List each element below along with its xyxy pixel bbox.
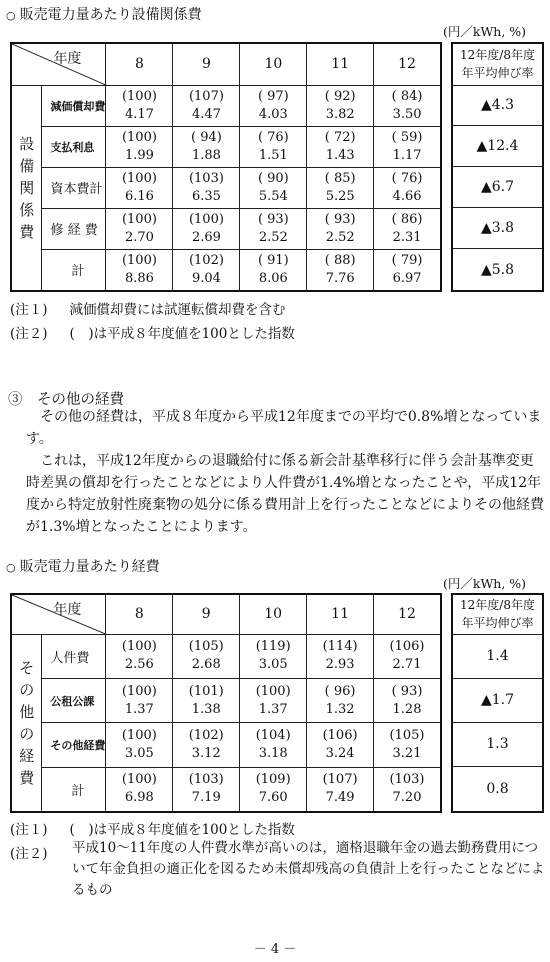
growth-row <box>452 85 543 126</box>
category-char: 備 <box>19 156 35 175</box>
page-number: － 4 － <box>253 942 297 957</box>
growth-row <box>452 634 543 678</box>
data-cell <box>106 249 173 291</box>
table1-growth <box>451 42 544 292</box>
data-cell <box>307 126 374 167</box>
section3-paragraph-1: その他の経費は，平成８年度から平成12年度までの平均で0.8%増となっています。 <box>26 409 542 447</box>
growth-header <box>452 43 543 85</box>
category-char: 設 <box>19 134 35 153</box>
value: 3.21 <box>392 745 422 761</box>
year-header: 10 <box>240 43 307 85</box>
table-row <box>11 723 441 767</box>
data-cell <box>106 634 173 678</box>
table2-unit: (円／kWh, %) <box>443 576 527 591</box>
data-cell <box>173 723 240 767</box>
table-row <box>11 167 441 208</box>
index-value: (106) <box>389 639 425 655</box>
value: 1.99 <box>124 147 154 163</box>
data-cell <box>374 126 441 167</box>
growth-row <box>452 167 543 208</box>
index-value: ( 59) <box>391 129 423 145</box>
index-value: (100) <box>121 129 157 145</box>
category-char: 費 <box>19 768 35 787</box>
index-value: (105) <box>188 639 224 655</box>
row-label-text: 修 経 費 <box>50 223 98 239</box>
data-cell <box>240 85 307 126</box>
table-row <box>11 249 441 291</box>
value: 4.66 <box>392 188 422 204</box>
index-value: ( 76) <box>391 170 423 186</box>
value: 2.31 <box>392 229 422 245</box>
index-value: ( 88) <box>324 252 356 268</box>
value: 7.60 <box>258 790 288 806</box>
year-header: 11 <box>307 594 374 634</box>
row-label <box>42 678 106 722</box>
data-cell <box>173 249 240 291</box>
category-char: 関 <box>19 178 35 197</box>
index-value: (119) <box>255 639 291 655</box>
data-cell <box>240 723 307 767</box>
category-char: の <box>19 680 35 699</box>
index-value: (100) <box>121 639 157 655</box>
row-label <box>42 167 106 208</box>
index-value: (104) <box>255 727 291 743</box>
table2-note-2: (注２) <box>10 846 48 862</box>
corner-label: 年度 <box>53 51 82 67</box>
value: 6.98 <box>124 790 154 806</box>
table-row <box>11 634 441 678</box>
row-label-text: 計 <box>71 783 85 799</box>
value: 2.68 <box>191 657 221 673</box>
value: 3.12 <box>191 745 221 761</box>
data-cell <box>173 167 240 208</box>
row-label-text: 公租公課 <box>50 694 95 708</box>
value: 2.71 <box>392 657 422 673</box>
growth-row <box>452 767 543 812</box>
data-cell <box>106 85 173 126</box>
data-cell <box>307 634 374 678</box>
data-cell <box>374 634 441 678</box>
row-label <box>42 85 106 126</box>
index-value: (103) <box>389 772 425 788</box>
data-cell <box>307 678 374 722</box>
index-value: ( 72) <box>324 129 356 145</box>
index-value: (100) <box>121 170 157 186</box>
row-label <box>42 767 106 812</box>
value: 3.82 <box>325 106 355 122</box>
data-cell <box>307 723 374 767</box>
index-value: (103) <box>188 170 224 186</box>
category-char: 費 <box>19 222 35 241</box>
growth-value: ▲5.8 <box>452 249 543 291</box>
header-row <box>11 43 441 85</box>
year-header: 10 <box>240 594 307 634</box>
growth-header-row <box>452 43 543 85</box>
year-header: 12 <box>374 43 441 85</box>
value: 1.17 <box>392 147 422 163</box>
value: 6.16 <box>124 188 154 204</box>
index-value: ( 91) <box>257 252 289 268</box>
row-label <box>42 634 106 678</box>
index-value: ( 92) <box>324 88 356 104</box>
data-cell <box>374 678 441 722</box>
data-cell <box>173 634 240 678</box>
index-value: ( 93) <box>257 211 289 227</box>
category-char: 経 <box>19 746 35 765</box>
header-row <box>11 594 441 634</box>
value: 2.93 <box>325 657 355 673</box>
data-cell <box>106 723 173 767</box>
index-value: (107) <box>322 772 358 788</box>
index-value: ( 93) <box>324 211 356 227</box>
value: 3.05 <box>124 745 154 761</box>
value: 5.54 <box>258 188 288 204</box>
year-header: 11 <box>307 43 374 85</box>
index-value: (106) <box>322 727 358 743</box>
data-cell <box>240 634 307 678</box>
value: 7.19 <box>191 790 221 806</box>
data-cell <box>106 678 173 722</box>
value: 2.70 <box>124 229 154 245</box>
index-value: (103) <box>188 772 224 788</box>
table-row <box>11 126 441 167</box>
index-value: (100) <box>121 211 157 227</box>
value: 1.88 <box>191 147 221 163</box>
value: 3.05 <box>258 657 288 673</box>
data-cell <box>173 126 240 167</box>
index-value: (100) <box>255 683 291 699</box>
growth-value: 1.4 <box>452 634 543 678</box>
data-cell <box>240 126 307 167</box>
data-cell <box>374 249 441 291</box>
value: 6.97 <box>392 270 422 286</box>
data-cell <box>106 167 173 208</box>
index-value: ( 96) <box>324 683 356 699</box>
table2-growth <box>451 593 544 813</box>
value: 1.37 <box>258 701 288 717</box>
value: 4.17 <box>124 106 154 122</box>
growth-value: ▲6.7 <box>452 167 543 208</box>
data-cell <box>374 767 441 812</box>
index-value: (114) <box>322 639 358 655</box>
value: 1.43 <box>325 147 355 163</box>
index-value: (100) <box>121 252 157 268</box>
index-value: ( 86) <box>391 211 423 227</box>
data-cell <box>307 767 374 812</box>
data-cell <box>307 208 374 249</box>
row-label <box>42 126 106 167</box>
value: 1.37 <box>124 701 154 717</box>
value: 7.76 <box>325 270 355 286</box>
value: 5.25 <box>325 188 355 204</box>
data-cell <box>240 767 307 812</box>
index-value: (100) <box>121 727 157 743</box>
value: 1.32 <box>325 701 355 717</box>
data-cell <box>307 249 374 291</box>
value: 8.86 <box>124 270 154 286</box>
index-value: (100) <box>121 683 157 699</box>
index-value: ( 79) <box>391 252 423 268</box>
growth-row <box>452 249 543 291</box>
category-char: 係 <box>19 200 35 219</box>
data-cell <box>374 208 441 249</box>
growth-header <box>452 594 543 634</box>
index-value: ( 90) <box>257 170 289 186</box>
section3-heading: ③ その他の経費 <box>8 392 124 408</box>
table2 <box>10 593 442 813</box>
table2-note-1: (注１) ( )は平成８年度値を100とした指数 <box>10 822 295 838</box>
index-value: (100) <box>188 211 224 227</box>
growth-header-line: 12年度/8年度 <box>460 48 535 63</box>
growth-header-row <box>452 594 543 634</box>
value: 4.03 <box>258 106 288 122</box>
growth-row <box>452 208 543 249</box>
index-value: ( 94) <box>191 129 222 145</box>
value: 9.04 <box>191 270 221 286</box>
data-cell <box>240 208 307 249</box>
data-cell <box>106 126 173 167</box>
growth-row <box>452 126 543 167</box>
data-cell <box>106 208 173 249</box>
value: 1.51 <box>258 147 288 163</box>
data-cell <box>173 767 240 812</box>
year-header: 9 <box>173 594 240 634</box>
corner-cell <box>11 594 106 634</box>
growth-header-line: 年平均伸び率 <box>461 66 534 81</box>
category-label <box>11 85 42 291</box>
data-cell <box>307 85 374 126</box>
value: 6.35 <box>191 188 221 204</box>
index-value: (109) <box>255 772 291 788</box>
growth-value: ▲1.7 <box>452 678 543 722</box>
index-value: ( 76) <box>257 129 289 145</box>
value: 2.52 <box>258 229 288 245</box>
index-value: (105) <box>389 727 425 743</box>
table1-unit: (円／kWh, %) <box>443 24 527 39</box>
table-row <box>11 208 441 249</box>
year-header: 8 <box>106 43 173 85</box>
data-cell <box>240 249 307 291</box>
index-value: ( 97) <box>257 88 289 104</box>
year-header: 12 <box>374 594 441 634</box>
data-cell <box>240 167 307 208</box>
value: 4.47 <box>191 106 221 122</box>
growth-header-line: 12年度/8年度 <box>460 598 535 613</box>
row-label <box>42 208 106 249</box>
category-char: の <box>19 724 35 743</box>
growth-value: ▲12.4 <box>452 126 543 167</box>
growth-value: ▲3.8 <box>452 208 543 249</box>
growth-value: ▲4.3 <box>452 85 543 126</box>
table-row <box>11 767 441 812</box>
row-label-text: その他経費 <box>50 738 106 752</box>
row-label-text: 減価償却費 <box>50 99 106 113</box>
data-cell <box>374 85 441 126</box>
category-char: そ <box>19 658 35 677</box>
index-value: ( 84) <box>391 88 423 104</box>
index-value: (101) <box>188 683 224 699</box>
table-row <box>11 678 441 722</box>
growth-row <box>452 678 543 722</box>
value: 1.38 <box>191 701 221 717</box>
row-label-text: 人件費 <box>50 650 90 666</box>
row-label-text: 支払利息 <box>50 140 95 154</box>
table2-title: ○ 販売電力量あたり経費 <box>6 559 160 575</box>
table1-note-1: (注１) 減価償却費には試運転償却費を含む <box>10 302 286 318</box>
row-label <box>42 723 106 767</box>
value: 3.50 <box>392 106 422 122</box>
category-label <box>11 634 42 812</box>
data-cell <box>374 167 441 208</box>
data-cell <box>374 723 441 767</box>
index-value: ( 93) <box>391 683 423 699</box>
value: 7.20 <box>392 790 422 806</box>
year-header: 8 <box>106 594 173 634</box>
data-cell <box>173 208 240 249</box>
index-value: (100) <box>121 772 157 788</box>
growth-value: 1.3 <box>452 722 543 766</box>
value: 2.69 <box>191 229 221 245</box>
value: 2.52 <box>325 229 355 245</box>
table1-note-2: (注２) ( )は平成８年度値を100とした指数 <box>10 326 295 342</box>
index-value: (100) <box>121 88 157 104</box>
value: 7.49 <box>325 790 355 806</box>
value: 1.28 <box>392 701 422 717</box>
corner-label: 年度 <box>53 602 82 618</box>
value: 8.06 <box>258 270 288 286</box>
row-label <box>42 249 106 291</box>
data-cell <box>307 167 374 208</box>
table1 <box>10 42 442 292</box>
growth-header-line: 年平均伸び率 <box>461 616 534 631</box>
index-value: (102) <box>188 727 224 743</box>
growth-row <box>452 722 543 766</box>
data-cell <box>173 85 240 126</box>
data-cell <box>240 678 307 722</box>
index-value: ( 85) <box>324 170 356 186</box>
data-cell <box>173 678 240 722</box>
table-row <box>11 85 441 126</box>
growth-value: 0.8 <box>452 767 543 812</box>
table2-note-2-text: 平成10～11年度の人件費水準が高いのは，適格退職年金の過去勤務費用について年金負担の適正化を図るため未償却残高の負債計上を行ったことなどによるもの <box>72 840 545 898</box>
corner-cell <box>11 43 106 85</box>
value: 3.18 <box>258 745 288 761</box>
value: 3.24 <box>325 745 355 761</box>
data-cell <box>106 767 173 812</box>
year-header: 9 <box>173 43 240 85</box>
category-char: 他 <box>19 702 35 721</box>
row-label-text: 計 <box>71 264 85 280</box>
section3-paragraph-2: これは，平成12年度からの退職給付に係る新会計基準移行に伴う会計基準変更時差異の償却を行ったことなどにより人件費が1.4%増となったことや，平成12年度から特定放射性廃棄物の処分に係る費用計上を行ったことなどによりその他経費が1.3%増となったことによります。 <box>26 453 544 535</box>
value: 2.56 <box>124 657 154 673</box>
table1-title: ○ 販売電力量あたり設備関係費 <box>6 7 202 23</box>
index-value: (107) <box>188 88 224 104</box>
index-value: (102) <box>188 252 224 268</box>
row-label-text: 資本費計 <box>50 182 103 198</box>
